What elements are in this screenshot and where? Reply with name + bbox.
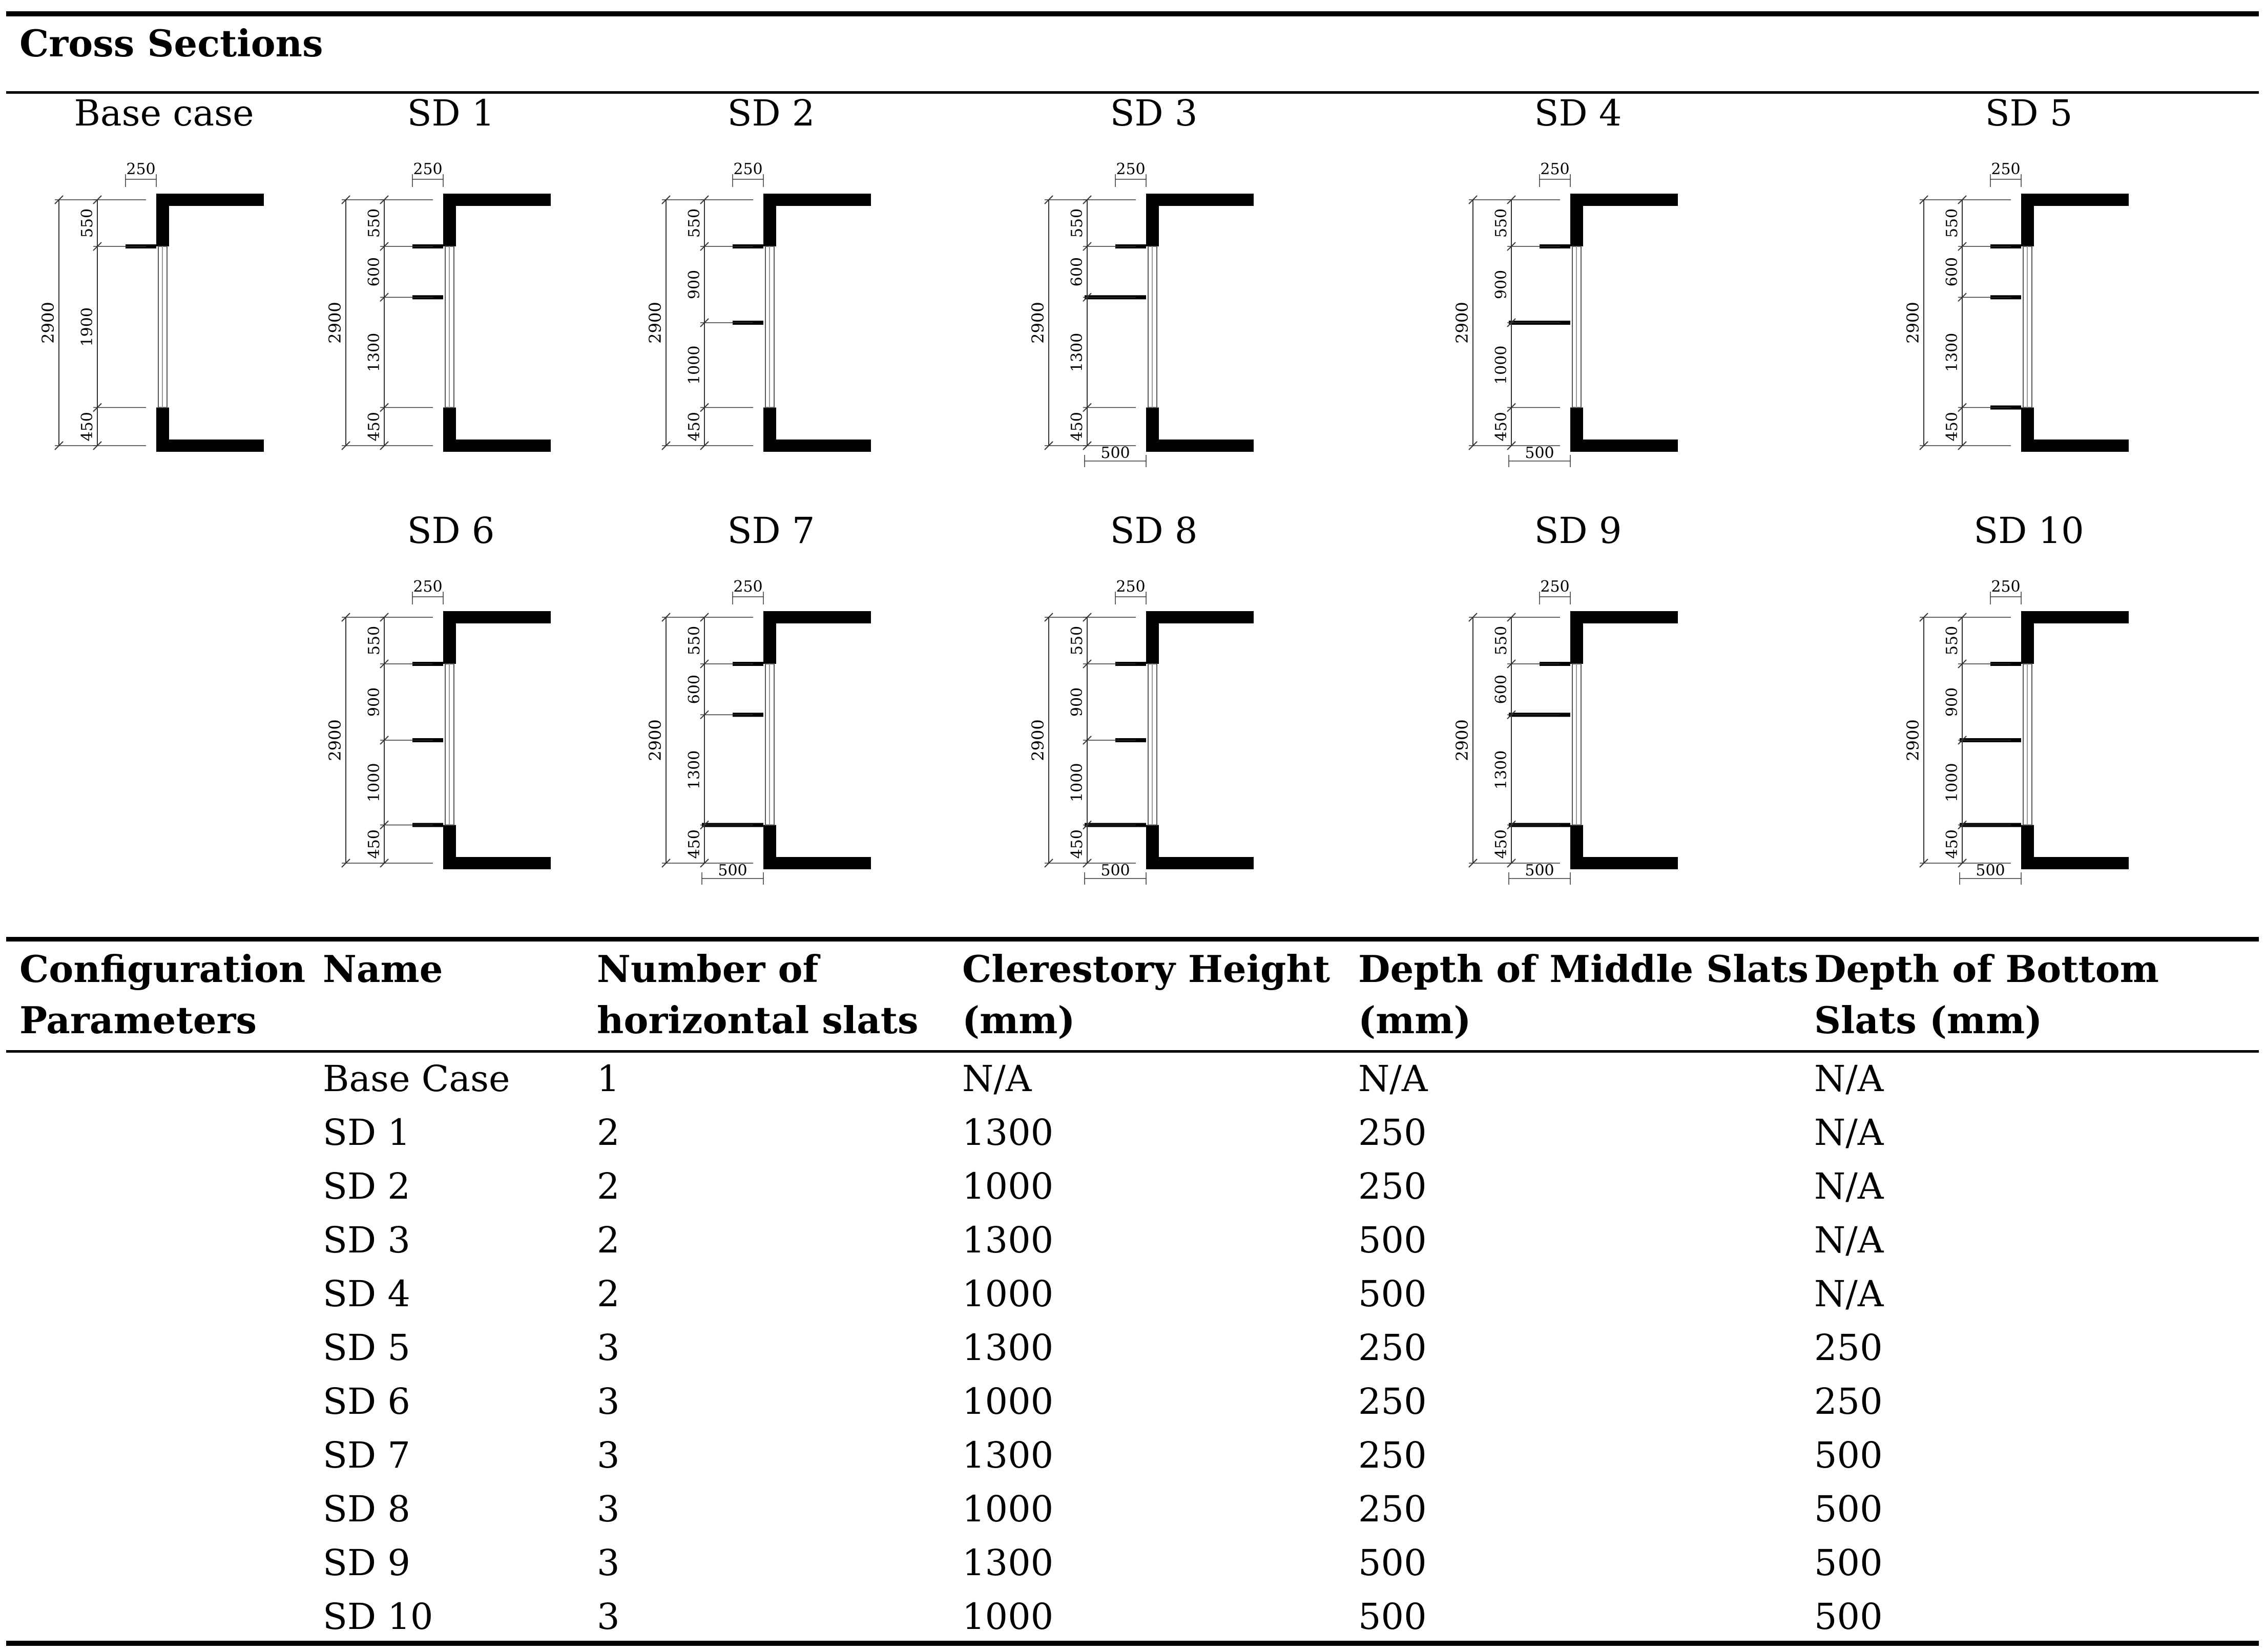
top-slab xyxy=(1146,611,1254,664)
dimension-label: 550 xyxy=(1068,208,1086,238)
table-cell: 1000 xyxy=(962,1381,1054,1423)
table-row xyxy=(19,1267,2258,1321)
table-cell: SD 4 xyxy=(323,1273,410,1315)
section-drawing xyxy=(628,561,915,919)
table-cell: 1000 xyxy=(962,1165,1054,1207)
table-cell: 2 xyxy=(597,1219,620,1261)
total-height-label: 2900 xyxy=(1028,719,1048,761)
dimension-label: 1300 xyxy=(685,750,703,790)
dimension-label: 1900 xyxy=(78,307,96,347)
section-drawing xyxy=(1435,561,1721,919)
top-slab xyxy=(156,194,264,246)
dimension-label: 450 xyxy=(78,412,96,442)
table-cell: N/A xyxy=(962,1058,1032,1100)
cross-section-4 xyxy=(1010,92,1297,502)
dimension-label: 450 xyxy=(1492,829,1510,859)
top-width-label: 250 xyxy=(733,578,763,596)
table-cell xyxy=(19,1214,323,1267)
table-cell xyxy=(19,1590,323,1644)
section-drawing xyxy=(20,143,307,502)
header-clerestory-height: Clerestory Height (mm) xyxy=(962,947,1330,1042)
top-slab xyxy=(1146,194,1254,246)
table-row xyxy=(19,1051,2258,1106)
table-cell: 250 xyxy=(1358,1488,1427,1530)
dimension-label: 1300 xyxy=(1492,750,1510,790)
diagram-title: Base case xyxy=(74,92,254,134)
table-cell xyxy=(19,1267,323,1321)
table-cell: 500 xyxy=(1358,1219,1427,1261)
table-cell: 500 xyxy=(1814,1434,1883,1476)
table-cell: 3 xyxy=(597,1327,620,1369)
table-cell: 3 xyxy=(597,1542,620,1584)
total-height-label: 2900 xyxy=(1452,302,1472,344)
table-cell: SD 1 xyxy=(323,1112,410,1154)
bottom-width-label: 500 xyxy=(1100,444,1130,462)
table-cell: 250 xyxy=(1358,1165,1427,1207)
cross-section-5 xyxy=(1435,92,1721,502)
table-cell xyxy=(19,1482,323,1536)
cross-section-6 xyxy=(1885,92,2172,502)
dimension-label: 450 xyxy=(685,829,703,859)
table-cell: 250 xyxy=(1814,1381,1883,1423)
table-cell: 1300 xyxy=(962,1112,1054,1154)
diagram-title: SD 10 xyxy=(1973,510,2084,552)
table-cell xyxy=(19,1160,323,1214)
dimension-label: 1000 xyxy=(365,763,383,802)
top-slab xyxy=(2021,611,2129,664)
table-cell xyxy=(19,1375,323,1429)
table-row xyxy=(19,1106,2258,1160)
cross-section-7 xyxy=(307,510,594,919)
dimension-label: 900 xyxy=(1943,687,1961,717)
table-cell: 1300 xyxy=(962,1219,1054,1261)
table-cell: SD 10 xyxy=(323,1596,433,1638)
dimension-label: 550 xyxy=(685,208,703,238)
bottom-slab xyxy=(2021,825,2129,869)
total-height-label: 2900 xyxy=(1903,719,1923,761)
diagram-title: SD 2 xyxy=(727,92,815,134)
table-cell: SD 6 xyxy=(323,1381,410,1423)
cross-section-8 xyxy=(628,510,915,919)
section-title: Cross Sections xyxy=(19,22,323,65)
table-cell: 500 xyxy=(1814,1596,1883,1638)
dimension-label: 600 xyxy=(365,257,383,287)
table-cell: 500 xyxy=(1814,1488,1883,1530)
table-cell: 1000 xyxy=(962,1273,1054,1315)
dimension-label: 550 xyxy=(365,625,383,656)
bottom-width-label: 500 xyxy=(1976,862,2005,880)
diagram-title: SD 3 xyxy=(1110,92,1198,134)
diagram-title: SD 4 xyxy=(1534,92,1622,134)
section-drawing xyxy=(1885,143,2172,502)
table-cell: SD 9 xyxy=(323,1542,410,1584)
dimension-label: 450 xyxy=(1068,412,1086,442)
section-drawing xyxy=(307,143,594,502)
dimension-label: 600 xyxy=(1068,257,1086,287)
cross-section-3 xyxy=(628,92,915,502)
bottom-width-label: 500 xyxy=(1525,444,1554,462)
table-body xyxy=(19,1051,2258,1644)
top-width-label: 250 xyxy=(1991,160,2021,178)
section-drawing xyxy=(307,561,594,919)
top-width-label: 250 xyxy=(1540,578,1570,596)
table-row xyxy=(19,1214,2258,1267)
top-width-label: 250 xyxy=(1991,578,2021,596)
bottom-slab xyxy=(443,408,551,452)
table-cell: 1300 xyxy=(962,1327,1054,1369)
dimension-label: 550 xyxy=(1068,625,1086,656)
bottom-width-label: 500 xyxy=(718,862,747,880)
cross-section-10 xyxy=(1435,510,1721,919)
table-cell: 2 xyxy=(597,1273,620,1315)
total-height-label: 2900 xyxy=(1903,302,1923,344)
top-slab xyxy=(443,194,551,246)
top-width-label: 250 xyxy=(1116,578,1146,596)
dimension-label: 1000 xyxy=(1068,763,1086,802)
cross-section-1 xyxy=(20,92,307,502)
bottom-width-label: 500 xyxy=(1525,862,1554,880)
dimension-label: 1000 xyxy=(1492,345,1510,385)
bottom-slab xyxy=(1146,825,1254,869)
top-slab xyxy=(1570,194,1678,246)
top-slab xyxy=(763,611,871,664)
dimension-label: 900 xyxy=(685,269,703,300)
dimension-label: 450 xyxy=(1492,412,1510,442)
table-cell: SD 3 xyxy=(323,1219,410,1261)
bottom-slab xyxy=(763,825,871,869)
top-width-label: 250 xyxy=(126,160,156,178)
top-width-label: 250 xyxy=(413,160,443,178)
rule-above-table xyxy=(6,937,2259,942)
bottom-slab xyxy=(1570,408,1678,452)
table-row xyxy=(19,1590,2258,1644)
table-cell: 250 xyxy=(1358,1327,1427,1369)
top-slab xyxy=(1570,611,1678,664)
dimension-label: 550 xyxy=(1943,625,1961,656)
dimension-label: 600 xyxy=(1492,675,1510,704)
table-cell: N/A xyxy=(1814,1219,1884,1261)
table-cell: 1 xyxy=(597,1058,620,1100)
table-cell: N/A xyxy=(1814,1273,1884,1315)
table-cell: 2 xyxy=(597,1165,620,1207)
bottom-width-label: 500 xyxy=(1100,862,1130,880)
diagram-title: SD 6 xyxy=(407,510,495,552)
header-configuration-parameters: Configuration Parameters xyxy=(19,947,306,1042)
bottom-slab xyxy=(1146,408,1254,452)
dimension-label: 550 xyxy=(1943,208,1961,238)
dimension-label: 1000 xyxy=(685,345,703,385)
dimension-label: 550 xyxy=(365,208,383,238)
table-cell: SD 8 xyxy=(323,1488,410,1530)
dimension-label: 550 xyxy=(1492,208,1510,238)
table-cell: N/A xyxy=(1358,1058,1428,1100)
dimension-label: 1300 xyxy=(365,332,383,372)
total-height-label: 2900 xyxy=(38,302,58,344)
table-cell xyxy=(19,1051,323,1106)
table-cell: 500 xyxy=(1358,1542,1427,1584)
table-row xyxy=(19,1536,2258,1590)
configuration-table xyxy=(19,944,2258,1644)
top-slab xyxy=(443,611,551,664)
table-cell: N/A xyxy=(1814,1058,1884,1100)
rule-top xyxy=(6,11,2259,16)
header-depth-bottom-slats: Depth of Bottom Slats (mm) xyxy=(1814,947,2159,1042)
section-drawing xyxy=(628,143,915,502)
dimension-label: 450 xyxy=(1068,829,1086,859)
table-cell: N/A xyxy=(1814,1112,1884,1154)
header-name: Name xyxy=(323,947,443,991)
table-cell: 250 xyxy=(1358,1434,1427,1476)
section-drawing xyxy=(1010,561,1297,919)
top-slab xyxy=(763,194,871,246)
top-width-label: 250 xyxy=(1540,160,1570,178)
dimension-label: 450 xyxy=(365,829,383,859)
section-drawing xyxy=(1885,561,2172,919)
table-cell: SD 7 xyxy=(323,1434,410,1476)
dimension-label: 900 xyxy=(365,687,383,717)
top-width-label: 250 xyxy=(733,160,763,178)
table-cell xyxy=(19,1429,323,1482)
table-cell: 500 xyxy=(1814,1542,1883,1584)
bottom-slab xyxy=(2021,408,2129,452)
table-cell xyxy=(19,1106,323,1160)
diagram-title: SD 9 xyxy=(1534,510,1622,552)
total-height-label: 2900 xyxy=(325,302,345,344)
dimension-label: 550 xyxy=(1492,625,1510,656)
bottom-slab xyxy=(763,408,871,452)
bottom-slab xyxy=(443,825,551,869)
dimension-label: 450 xyxy=(365,412,383,442)
cross-section-2 xyxy=(307,92,594,502)
table-cell: 500 xyxy=(1358,1273,1427,1315)
diagram-title: SD 7 xyxy=(727,510,815,552)
dimension-label: 450 xyxy=(1943,829,1961,859)
table-cell xyxy=(19,1321,323,1375)
top-width-label: 250 xyxy=(413,578,443,596)
dimension-label: 900 xyxy=(1492,269,1510,300)
total-height-label: 2900 xyxy=(325,719,345,761)
section-drawing xyxy=(1435,143,1721,502)
total-height-label: 2900 xyxy=(1452,719,1472,761)
table-cell: 1000 xyxy=(962,1488,1054,1530)
top-width-label: 250 xyxy=(1116,160,1146,178)
table-cell: 3 xyxy=(597,1596,620,1638)
table-row xyxy=(19,1375,2258,1429)
diagram-title: SD 1 xyxy=(407,92,495,134)
total-height-label: 2900 xyxy=(646,719,665,761)
dimension-label: 600 xyxy=(685,675,703,704)
dimension-label: 550 xyxy=(685,625,703,656)
table-row xyxy=(19,1429,2258,1482)
table-cell: 2 xyxy=(597,1112,620,1154)
diagram-title: SD 5 xyxy=(1985,92,2073,134)
dimension-label: 1300 xyxy=(1068,332,1086,372)
dimension-label: 550 xyxy=(78,208,96,238)
bottom-slab xyxy=(156,408,264,452)
cross-section-9 xyxy=(1010,510,1297,919)
total-height-label: 2900 xyxy=(646,302,665,344)
table-cell: 250 xyxy=(1358,1112,1427,1154)
table-cell: 1300 xyxy=(962,1434,1054,1476)
table-cell: 3 xyxy=(597,1381,620,1423)
table-row xyxy=(19,1482,2258,1536)
dimension-label: 450 xyxy=(685,412,703,442)
table-cell: N/A xyxy=(1814,1165,1884,1207)
section-drawing xyxy=(1010,143,1297,502)
table-cell: 3 xyxy=(597,1434,620,1476)
table-cell xyxy=(19,1536,323,1590)
top-slab xyxy=(2021,194,2129,246)
table-cell: Base Case xyxy=(323,1058,510,1100)
table-cell: SD 2 xyxy=(323,1165,410,1207)
header-number-of-slats: Number of horizontal slats xyxy=(597,947,919,1042)
table-cell: 3 xyxy=(597,1488,620,1530)
cross-section-11 xyxy=(1885,510,2172,919)
total-height-label: 2900 xyxy=(1028,302,1048,344)
dimension-label: 450 xyxy=(1943,412,1961,442)
table-cell: 1300 xyxy=(962,1542,1054,1584)
table-row xyxy=(19,1321,2258,1375)
table-header-row xyxy=(19,944,2258,1051)
table-cell: 250 xyxy=(1814,1327,1883,1369)
table-cell: SD 5 xyxy=(323,1327,410,1369)
header-depth-middle-slats: Depth of Middle Slats (mm) xyxy=(1358,947,1809,1042)
dimension-label: 600 xyxy=(1943,257,1961,287)
diagram-title: SD 8 xyxy=(1110,510,1198,552)
table-cell: 500 xyxy=(1358,1596,1427,1638)
table-row xyxy=(19,1160,2258,1214)
table-cell: 1000 xyxy=(962,1596,1054,1638)
dimension-label: 1300 xyxy=(1943,332,1961,372)
dimension-label: 1000 xyxy=(1943,763,1961,802)
table-cell: 250 xyxy=(1358,1381,1427,1423)
dimension-label: 900 xyxy=(1068,687,1086,717)
bottom-slab xyxy=(1570,825,1678,869)
